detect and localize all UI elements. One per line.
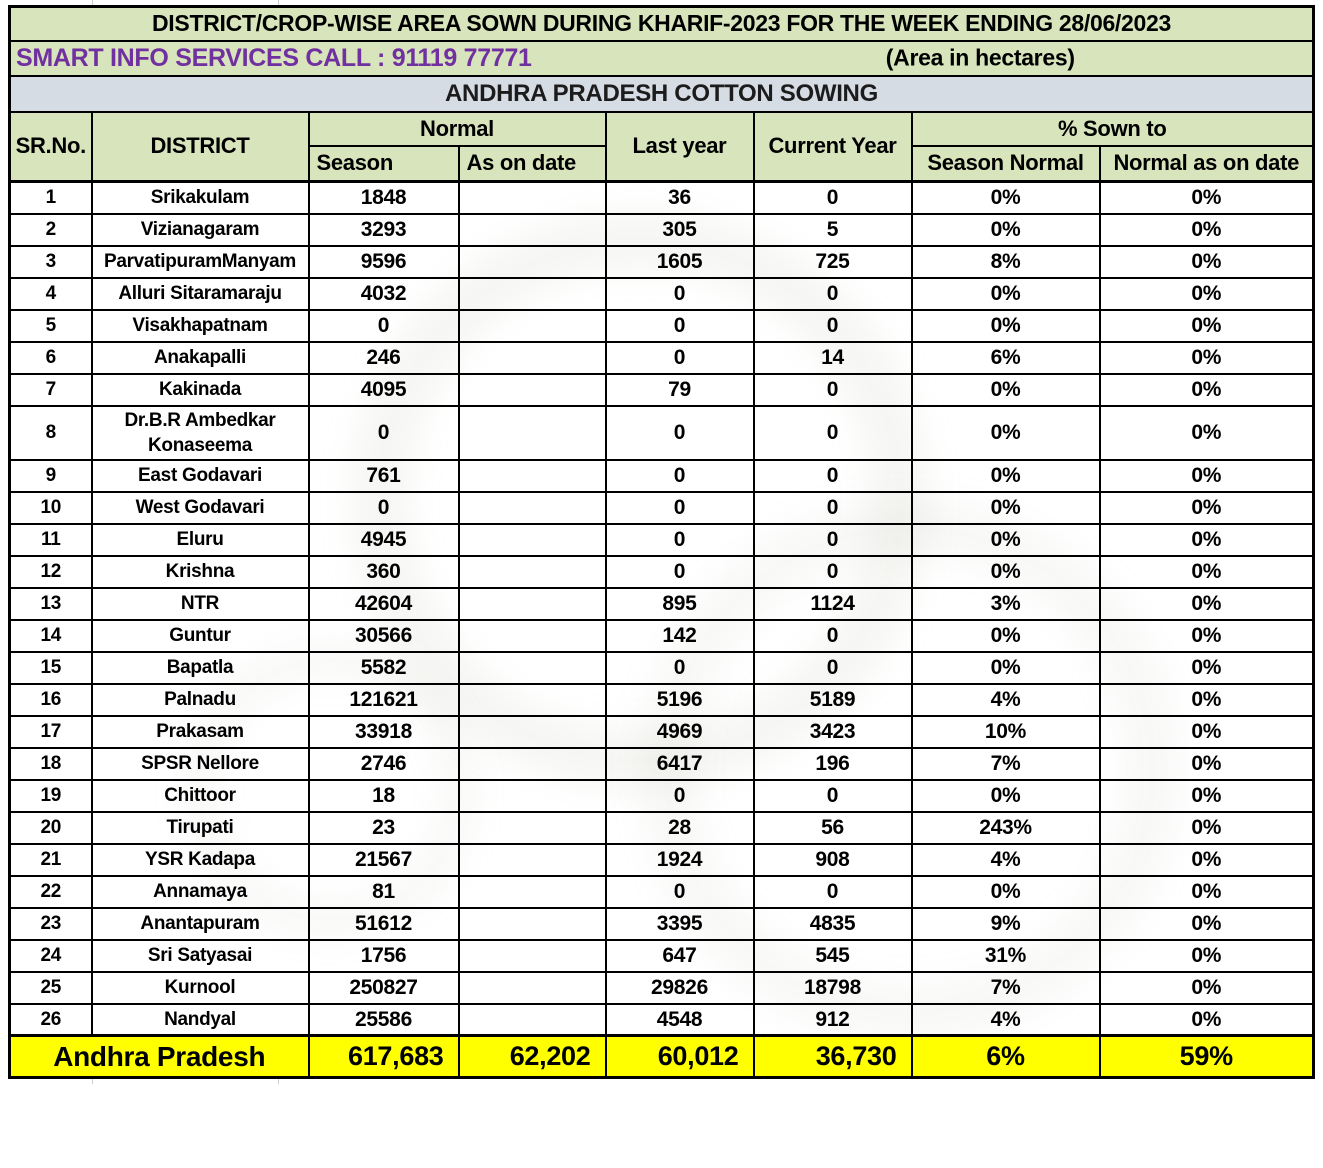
cell-normal-as-on-date — [459, 748, 606, 780]
title-row — [10, 7, 1314, 41]
cell-last-year: 0 — [606, 342, 754, 374]
col-header-district: DISTRICT — [92, 112, 309, 182]
cell-last-year: 0 — [606, 556, 754, 588]
cell-current-year: 725 — [754, 246, 912, 278]
table-row — [10, 684, 1314, 716]
table-row — [10, 620, 1314, 652]
cell-normal-as-on-date — [459, 1004, 606, 1036]
cell-current-year: 0 — [754, 182, 912, 214]
col-header-pct-sown-group: % Sown to — [912, 112, 1314, 146]
cell-normal-season: 21567 — [309, 844, 459, 876]
col-header-current-year: Current Year — [754, 112, 912, 182]
table-row — [10, 812, 1314, 844]
cell-current-year: 196 — [754, 748, 912, 780]
total-pct-normal-as-on-date: 59% — [1100, 1036, 1314, 1078]
cell-pct-season-normal: 31% — [912, 940, 1100, 972]
cell-current-year: 56 — [754, 812, 912, 844]
table-row — [10, 716, 1314, 748]
cell-normal-as-on-date — [459, 684, 606, 716]
cell-normal-as-on-date — [459, 342, 606, 374]
cell-last-year: 1924 — [606, 844, 754, 876]
cell-normal-season: 121621 — [309, 684, 459, 716]
cell-last-year: 0 — [606, 524, 754, 556]
cell-pct-season-normal: 0% — [912, 182, 1100, 214]
cell-normal-as-on-date — [459, 940, 606, 972]
cell-sr-no: 3 — [10, 246, 92, 278]
cell-sr-no: 2 — [10, 214, 92, 246]
cell-district: Dr.B.R Ambedkar Konaseema — [92, 406, 309, 460]
total-row — [10, 1036, 1314, 1078]
cell-pct-season-normal: 4% — [912, 684, 1100, 716]
cell-sr-no: 6 — [10, 342, 92, 374]
cell-district: East Godavari — [92, 460, 309, 492]
cell-sr-no: 15 — [10, 652, 92, 684]
cell-current-year: 14 — [754, 342, 912, 374]
cell-last-year: 647 — [606, 940, 754, 972]
table-row — [10, 310, 1314, 342]
cell-district: Tirupati — [92, 812, 309, 844]
col-header-normal-as-on-date: Normal as on date — [1100, 146, 1314, 182]
cell-pct-season-normal: 0% — [912, 406, 1100, 460]
cell-normal-as-on-date — [459, 524, 606, 556]
cell-last-year: 0 — [606, 780, 754, 812]
cell-pct-normal-as-on-date: 0% — [1100, 652, 1314, 684]
cell-district: SPSR Nellore — [92, 748, 309, 780]
cell-pct-season-normal: 6% — [912, 342, 1100, 374]
cell-current-year: 912 — [754, 1004, 912, 1036]
total-pct-season-normal: 6% — [912, 1036, 1100, 1078]
cell-district: Krishna — [92, 556, 309, 588]
cell-current-year: 0 — [754, 620, 912, 652]
cell-sr-no: 23 — [10, 908, 92, 940]
table-row — [10, 780, 1314, 812]
cell-last-year: 0 — [606, 278, 754, 310]
cell-pct-season-normal: 10% — [912, 716, 1100, 748]
cell-sr-no: 14 — [10, 620, 92, 652]
cell-pct-season-normal: 4% — [912, 1004, 1100, 1036]
col-header-last-year: Last year — [606, 112, 754, 182]
spreadsheet-gridline — [92, 0, 93, 5]
cell-normal-as-on-date — [459, 972, 606, 1004]
cell-current-year: 18798 — [754, 972, 912, 1004]
cell-normal-season: 33918 — [309, 716, 459, 748]
cell-pct-normal-as-on-date: 0% — [1100, 524, 1314, 556]
cell-district: Guntur — [92, 620, 309, 652]
cell-sr-no: 13 — [10, 588, 92, 620]
col-header-season-normal: Season Normal — [912, 146, 1100, 182]
cell-normal-season: 250827 — [309, 972, 459, 1004]
cell-normal-as-on-date — [459, 620, 606, 652]
table-row — [10, 940, 1314, 972]
col-header-sr-no: SR.No. — [10, 112, 92, 182]
table-row — [10, 748, 1314, 780]
cell-sr-no: 16 — [10, 684, 92, 716]
cell-pct-normal-as-on-date: 0% — [1100, 620, 1314, 652]
spreadsheet-gridline — [278, 1079, 279, 1084]
cell-normal-as-on-date — [459, 556, 606, 588]
cell-pct-normal-as-on-date: 0% — [1100, 908, 1314, 940]
cell-normal-season: 42604 — [309, 588, 459, 620]
top-margin — [8, 0, 1315, 5]
cell-normal-season: 761 — [309, 460, 459, 492]
table-row — [10, 972, 1314, 1004]
cell-district: Nandyal — [92, 1004, 309, 1036]
cell-last-year: 28 — [606, 812, 754, 844]
table-row — [10, 374, 1314, 406]
cell-district: Eluru — [92, 524, 309, 556]
cell-normal-as-on-date — [459, 876, 606, 908]
cell-pct-normal-as-on-date: 0% — [1100, 876, 1314, 908]
cell-normal-as-on-date — [459, 460, 606, 492]
table-row — [10, 1004, 1314, 1036]
cell-district: Kurnool — [92, 972, 309, 1004]
cell-current-year: 0 — [754, 460, 912, 492]
cell-pct-season-normal: 0% — [912, 310, 1100, 342]
cell-normal-season: 4095 — [309, 374, 459, 406]
cell-pct-normal-as-on-date: 0% — [1100, 684, 1314, 716]
cell-normal-as-on-date — [459, 716, 606, 748]
cell-last-year: 4969 — [606, 716, 754, 748]
cell-normal-season: 1756 — [309, 940, 459, 972]
cell-last-year: 0 — [606, 406, 754, 460]
cell-current-year: 545 — [754, 940, 912, 972]
cell-current-year: 908 — [754, 844, 912, 876]
cell-pct-season-normal: 0% — [912, 780, 1100, 812]
cell-normal-as-on-date — [459, 780, 606, 812]
cell-last-year: 29826 — [606, 972, 754, 1004]
cell-normal-season: 23 — [309, 812, 459, 844]
cell-current-year: 5189 — [754, 684, 912, 716]
cell-normal-as-on-date — [459, 908, 606, 940]
cell-district: Srikakulam — [92, 182, 309, 214]
cell-normal-as-on-date — [459, 406, 606, 460]
col-header-normal-group: Normal — [309, 112, 606, 146]
cell-last-year: 5196 — [606, 684, 754, 716]
cell-pct-normal-as-on-date: 0% — [1100, 182, 1314, 214]
cell-normal-as-on-date — [459, 812, 606, 844]
cell-pct-normal-as-on-date: 0% — [1100, 492, 1314, 524]
cell-normal-as-on-date — [459, 278, 606, 310]
cell-district: West Godavari — [92, 492, 309, 524]
cell-district: Palnadu — [92, 684, 309, 716]
cell-sr-no: 24 — [10, 940, 92, 972]
cell-pct-normal-as-on-date: 0% — [1100, 214, 1314, 246]
table-total-section — [10, 1036, 1314, 1078]
cell-normal-season: 1848 — [309, 182, 459, 214]
info-row — [10, 41, 1314, 76]
cell-last-year: 0 — [606, 652, 754, 684]
column-header-row-1 — [10, 112, 1314, 146]
cell-normal-as-on-date — [459, 214, 606, 246]
table-header-section — [10, 7, 1314, 182]
cell-last-year: 36 — [606, 182, 754, 214]
total-current-year: 36,730 — [754, 1036, 912, 1078]
cell-pct-normal-as-on-date: 0% — [1100, 406, 1314, 460]
cell-pct-normal-as-on-date: 0% — [1100, 374, 1314, 406]
cell-district: Bapatla — [92, 652, 309, 684]
cell-normal-as-on-date — [459, 374, 606, 406]
cell-normal-season: 30566 — [309, 620, 459, 652]
cell-pct-season-normal: 9% — [912, 908, 1100, 940]
cell-sr-no: 17 — [10, 716, 92, 748]
cell-pct-season-normal: 0% — [912, 460, 1100, 492]
cell-last-year: 0 — [606, 492, 754, 524]
cell-district: Visakhapatnam — [92, 310, 309, 342]
total-as-on-date: 62,202 — [459, 1036, 606, 1078]
cell-normal-season: 51612 — [309, 908, 459, 940]
cell-district: Chittoor — [92, 780, 309, 812]
cell-district: Prakasam — [92, 716, 309, 748]
cell-pct-season-normal: 0% — [912, 620, 1100, 652]
cell-pct-season-normal: 7% — [912, 972, 1100, 1004]
cell-last-year: 0 — [606, 310, 754, 342]
cell-sr-no: 21 — [10, 844, 92, 876]
cell-current-year: 0 — [754, 556, 912, 588]
cell-last-year: 0 — [606, 460, 754, 492]
col-header-season: Season — [309, 146, 459, 182]
cell-normal-season: 0 — [309, 406, 459, 460]
cell-sr-no: 25 — [10, 972, 92, 1004]
cell-normal-as-on-date — [459, 310, 606, 342]
table-row — [10, 556, 1314, 588]
cell-last-year: 0 — [606, 876, 754, 908]
cell-pct-normal-as-on-date: 0% — [1100, 588, 1314, 620]
cell-pct-season-normal: 3% — [912, 588, 1100, 620]
cell-current-year: 4835 — [754, 908, 912, 940]
cell-sr-no: 22 — [10, 876, 92, 908]
cell-last-year: 6417 — [606, 748, 754, 780]
cell-sr-no: 20 — [10, 812, 92, 844]
cell-normal-season: 0 — [309, 310, 459, 342]
cell-last-year: 4548 — [606, 1004, 754, 1036]
table-row — [10, 214, 1314, 246]
cell-pct-normal-as-on-date: 0% — [1100, 748, 1314, 780]
cell-pct-season-normal: 0% — [912, 652, 1100, 684]
cell-pct-normal-as-on-date: 0% — [1100, 278, 1314, 310]
cell-pct-season-normal: 8% — [912, 246, 1100, 278]
cell-pct-season-normal: 4% — [912, 844, 1100, 876]
cell-sr-no: 26 — [10, 1004, 92, 1036]
cell-normal-season: 4945 — [309, 524, 459, 556]
cell-last-year: 3395 — [606, 908, 754, 940]
cell-normal-as-on-date — [459, 588, 606, 620]
cell-pct-season-normal: 7% — [912, 748, 1100, 780]
cell-normal-as-on-date — [459, 182, 606, 214]
cell-normal-season: 3293 — [309, 214, 459, 246]
cell-last-year: 1605 — [606, 246, 754, 278]
cell-pct-normal-as-on-date: 0% — [1100, 310, 1314, 342]
cell-sr-no: 10 — [10, 492, 92, 524]
cell-normal-as-on-date — [459, 492, 606, 524]
cell-pct-season-normal: 0% — [912, 556, 1100, 588]
cell-district: Sri Satyasai — [92, 940, 309, 972]
cell-pct-season-normal: 0% — [912, 524, 1100, 556]
cell-normal-season: 0 — [309, 492, 459, 524]
subtitle-row — [10, 76, 1314, 112]
cell-sr-no: 18 — [10, 748, 92, 780]
cell-district: Vizianagaram — [92, 214, 309, 246]
total-label: Andhra Pradesh — [10, 1036, 309, 1078]
cell-last-year: 305 — [606, 214, 754, 246]
cell-normal-as-on-date — [459, 652, 606, 684]
report-subtitle: ANDHRA PRADESH COTTON SOWING — [10, 76, 1314, 112]
cell-current-year: 0 — [754, 524, 912, 556]
table-row — [10, 588, 1314, 620]
cell-normal-season: 25586 — [309, 1004, 459, 1036]
cell-normal-season: 9596 — [309, 246, 459, 278]
cell-normal-season: 5582 — [309, 652, 459, 684]
cell-pct-season-normal: 0% — [912, 278, 1100, 310]
table-row — [10, 908, 1314, 940]
cell-current-year: 1124 — [754, 588, 912, 620]
table-row — [10, 278, 1314, 310]
page-title: DISTRICT/CROP-WISE AREA SOWN DURING KHARIF-2023 FOR THE WEEK ENDING 28/06/2023 — [10, 7, 1314, 41]
cell-pct-season-normal: 243% — [912, 812, 1100, 844]
table-body — [10, 182, 1314, 1036]
info-bar — [10, 41, 1314, 76]
cell-pct-normal-as-on-date: 0% — [1100, 940, 1314, 972]
cell-current-year: 5 — [754, 214, 912, 246]
cell-sr-no: 4 — [10, 278, 92, 310]
cell-normal-season: 18 — [309, 780, 459, 812]
cell-sr-no: 9 — [10, 460, 92, 492]
cell-pct-normal-as-on-date: 0% — [1100, 342, 1314, 374]
cell-pct-normal-as-on-date: 0% — [1100, 780, 1314, 812]
cell-district: Alluri Sitaramaraju — [92, 278, 309, 310]
cell-pct-normal-as-on-date: 0% — [1100, 460, 1314, 492]
cell-last-year: 142 — [606, 620, 754, 652]
total-last-year: 60,012 — [606, 1036, 754, 1078]
cell-normal-season: 246 — [309, 342, 459, 374]
cell-current-year: 0 — [754, 876, 912, 908]
report-table — [8, 5, 1315, 1079]
cell-last-year: 895 — [606, 588, 754, 620]
table-row — [10, 182, 1314, 214]
cell-pct-normal-as-on-date: 0% — [1100, 972, 1314, 1004]
spreadsheet-gridline — [92, 1079, 93, 1084]
cell-pct-normal-as-on-date: 0% — [1100, 812, 1314, 844]
table-row — [10, 844, 1314, 876]
table-row — [10, 876, 1314, 908]
cell-last-year: 79 — [606, 374, 754, 406]
cell-pct-normal-as-on-date: 0% — [1100, 844, 1314, 876]
cell-pct-season-normal: 0% — [912, 214, 1100, 246]
cell-pct-season-normal: 0% — [912, 492, 1100, 524]
table-row — [10, 524, 1314, 556]
table-row — [10, 460, 1314, 492]
cell-sr-no: 19 — [10, 780, 92, 812]
cell-pct-normal-as-on-date: 0% — [1100, 246, 1314, 278]
cell-district: Anakapalli — [92, 342, 309, 374]
cell-pct-normal-as-on-date: 0% — [1100, 556, 1314, 588]
cell-current-year: 0 — [754, 374, 912, 406]
cell-district: Anantapuram — [92, 908, 309, 940]
cell-sr-no: 12 — [10, 556, 92, 588]
spreadsheet-gridline — [278, 0, 279, 5]
cell-district: Annamaya — [92, 876, 309, 908]
cell-current-year: 0 — [754, 310, 912, 342]
cell-current-year: 0 — [754, 278, 912, 310]
cell-sr-no: 5 — [10, 310, 92, 342]
cell-sr-no: 8 — [10, 406, 92, 460]
cell-current-year: 0 — [754, 492, 912, 524]
cell-district: ParvatipuramManyam — [92, 246, 309, 278]
table-row — [10, 246, 1314, 278]
cell-current-year: 3423 — [754, 716, 912, 748]
table-row — [10, 492, 1314, 524]
cell-district: YSR Kadapa — [92, 844, 309, 876]
cell-normal-as-on-date — [459, 246, 606, 278]
cell-sr-no: 7 — [10, 374, 92, 406]
cell-normal-season: 2746 — [309, 748, 459, 780]
table-row — [10, 406, 1314, 460]
cell-pct-season-normal: 0% — [912, 876, 1100, 908]
cell-sr-no: 1 — [10, 182, 92, 214]
bottom-margin — [8, 1079, 1315, 1084]
cell-pct-normal-as-on-date: 0% — [1100, 1004, 1314, 1036]
cell-sr-no: 11 — [10, 524, 92, 556]
cell-pct-normal-as-on-date: 0% — [1100, 716, 1314, 748]
cell-normal-season: 4032 — [309, 278, 459, 310]
cell-current-year: 0 — [754, 406, 912, 460]
table-row — [10, 652, 1314, 684]
area-unit-note: (Area in hectares) — [885, 44, 1075, 71]
cell-pct-season-normal: 0% — [912, 374, 1100, 406]
cell-normal-season: 81 — [309, 876, 459, 908]
table-row — [10, 342, 1314, 374]
total-season: 617,683 — [309, 1036, 459, 1078]
service-contact-text: SMART INFO SERVICES CALL : 91119 77771 — [16, 43, 532, 72]
cell-district: Kakinada — [92, 374, 309, 406]
cell-district: NTR — [92, 588, 309, 620]
col-header-as-on-date: As on date — [459, 146, 606, 182]
cell-normal-season: 360 — [309, 556, 459, 588]
cell-normal-as-on-date — [459, 844, 606, 876]
cell-current-year: 0 — [754, 780, 912, 812]
cell-current-year: 0 — [754, 652, 912, 684]
